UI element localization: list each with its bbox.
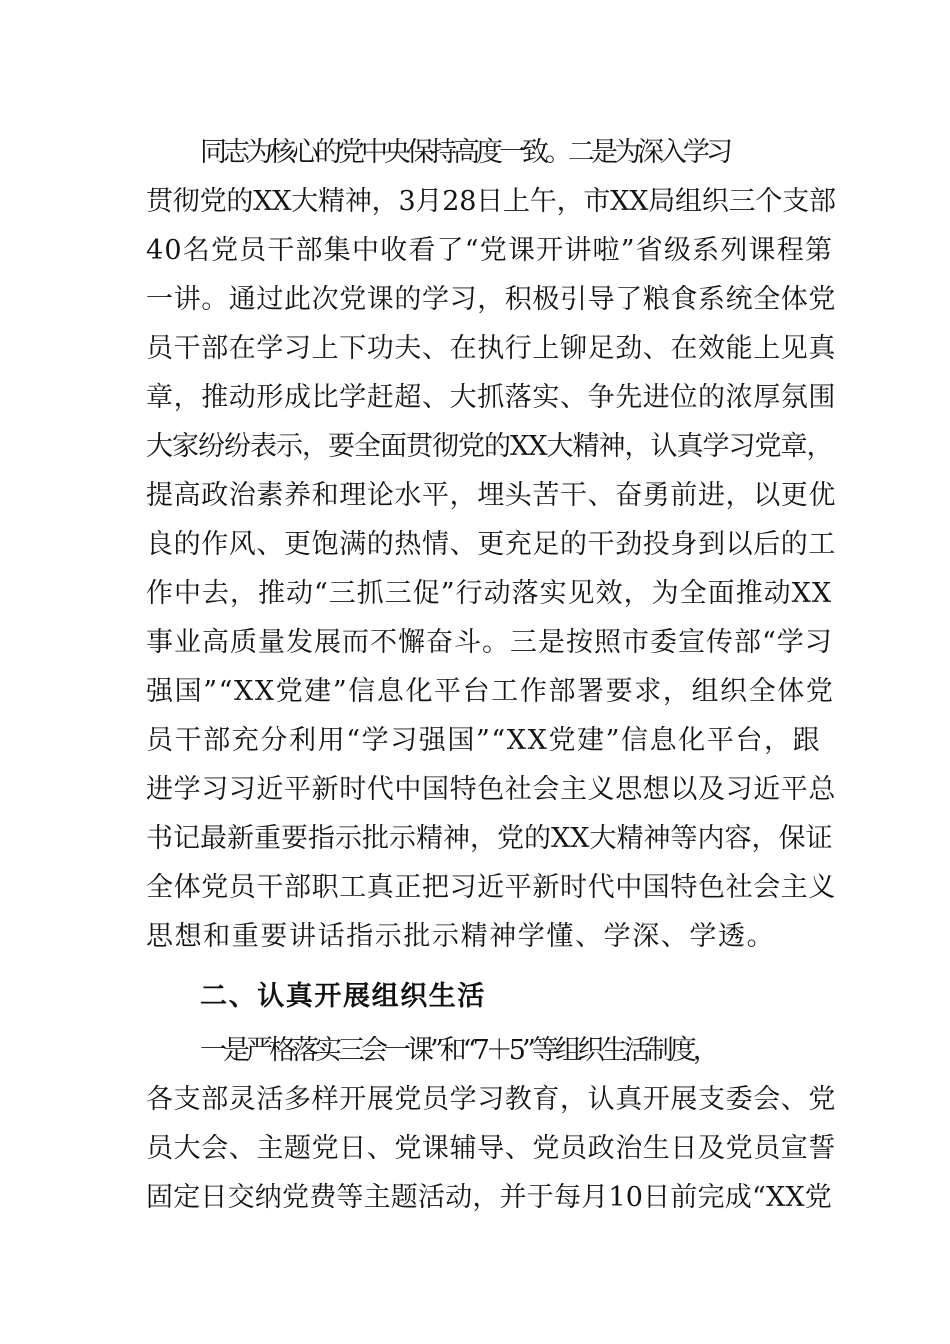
paragraph-1-line-16: 全体党员干部职工真正把习近平新时代中国特色社会主义 bbox=[146, 872, 836, 903]
paragraph-1-line-6: 章，推动形成比学赶超、大抓落实、争先进位的浓厚氛围 bbox=[146, 382, 836, 413]
paragraph-1-line-12: 强国”“XX党建”信息化平台工作部署要求，组织全体党 bbox=[146, 676, 835, 707]
paragraph-1-line-14: 进学习习近平新时代中国特色社会主义思想以及习近平总 bbox=[146, 774, 836, 805]
paragraph-1-line-15: 书记最新重要指示批示精神，党的XX大精神等内容，保证 bbox=[146, 823, 833, 854]
paragraph-1-line-9: 良的作风、更饱满的热情、更充足的干劲投身到以后的工 bbox=[146, 529, 836, 560]
paragraph-1-line-5: 员干部在学习上下功夫、在执行上铆足劲、在效能上见真 bbox=[146, 333, 836, 364]
paragraph-1-line-1: 同志为核心的党中央保持高度一致。二是为深入学习 bbox=[200, 137, 729, 168]
paragraph-1-line-8: 提高政治素养和理论水平，埋头苦干、奋勇前进，以更优 bbox=[146, 480, 836, 511]
paragraph-2-line-4: 固定日交纳党费等主题活动，并于每月10日前完成“XX党 bbox=[146, 1182, 833, 1213]
paragraph-1-line-11: 事业高质量发展而不懈奋斗。三是按照市委宣传部“学习 bbox=[146, 627, 833, 658]
paragraph-2-line-2: 各支部灵活多样开展党员学习教育，认真开展支委会、党 bbox=[146, 1084, 836, 1115]
paragraph-1-line-10: 作中去，推动“三抓三促”行动落实见效，为全面推动XX bbox=[146, 578, 833, 609]
paragraph-1-line-17: 思想和重要讲话指示批示精神学懂、学深、学透。 bbox=[146, 921, 776, 952]
paragraph-1-line-4: 一讲。通过此次党课的学习，积极引导了粮食系统全体党 bbox=[146, 284, 836, 315]
section-heading: 二、认真开展组织生活 bbox=[200, 981, 486, 1012]
paragraph-1-line-3: 40名党员干部集中收看了“党课开讲啦”省级系列课程第 bbox=[146, 235, 834, 266]
paragraph-1-line-7: 大家纷纷表示，要全面贯彻党的XX大精神，认真学习党章， bbox=[146, 431, 833, 462]
paragraph-2-line-1: 一是严格落实三会一课”和“7＋5”等组织生活制度， bbox=[200, 1035, 716, 1066]
paragraph-1-line-13: 员干部充分利用“学习强国”“XX党建”信息化平台，跟 bbox=[146, 725, 822, 756]
paragraph-2-line-3: 员大会、主题党日、党课辅导、党员政治生日及党员宣誓 bbox=[146, 1133, 836, 1164]
paragraph-1-line-2: 贯彻党的XX大精神，3月28日上午，市XX局组织三个支部 bbox=[146, 186, 836, 217]
